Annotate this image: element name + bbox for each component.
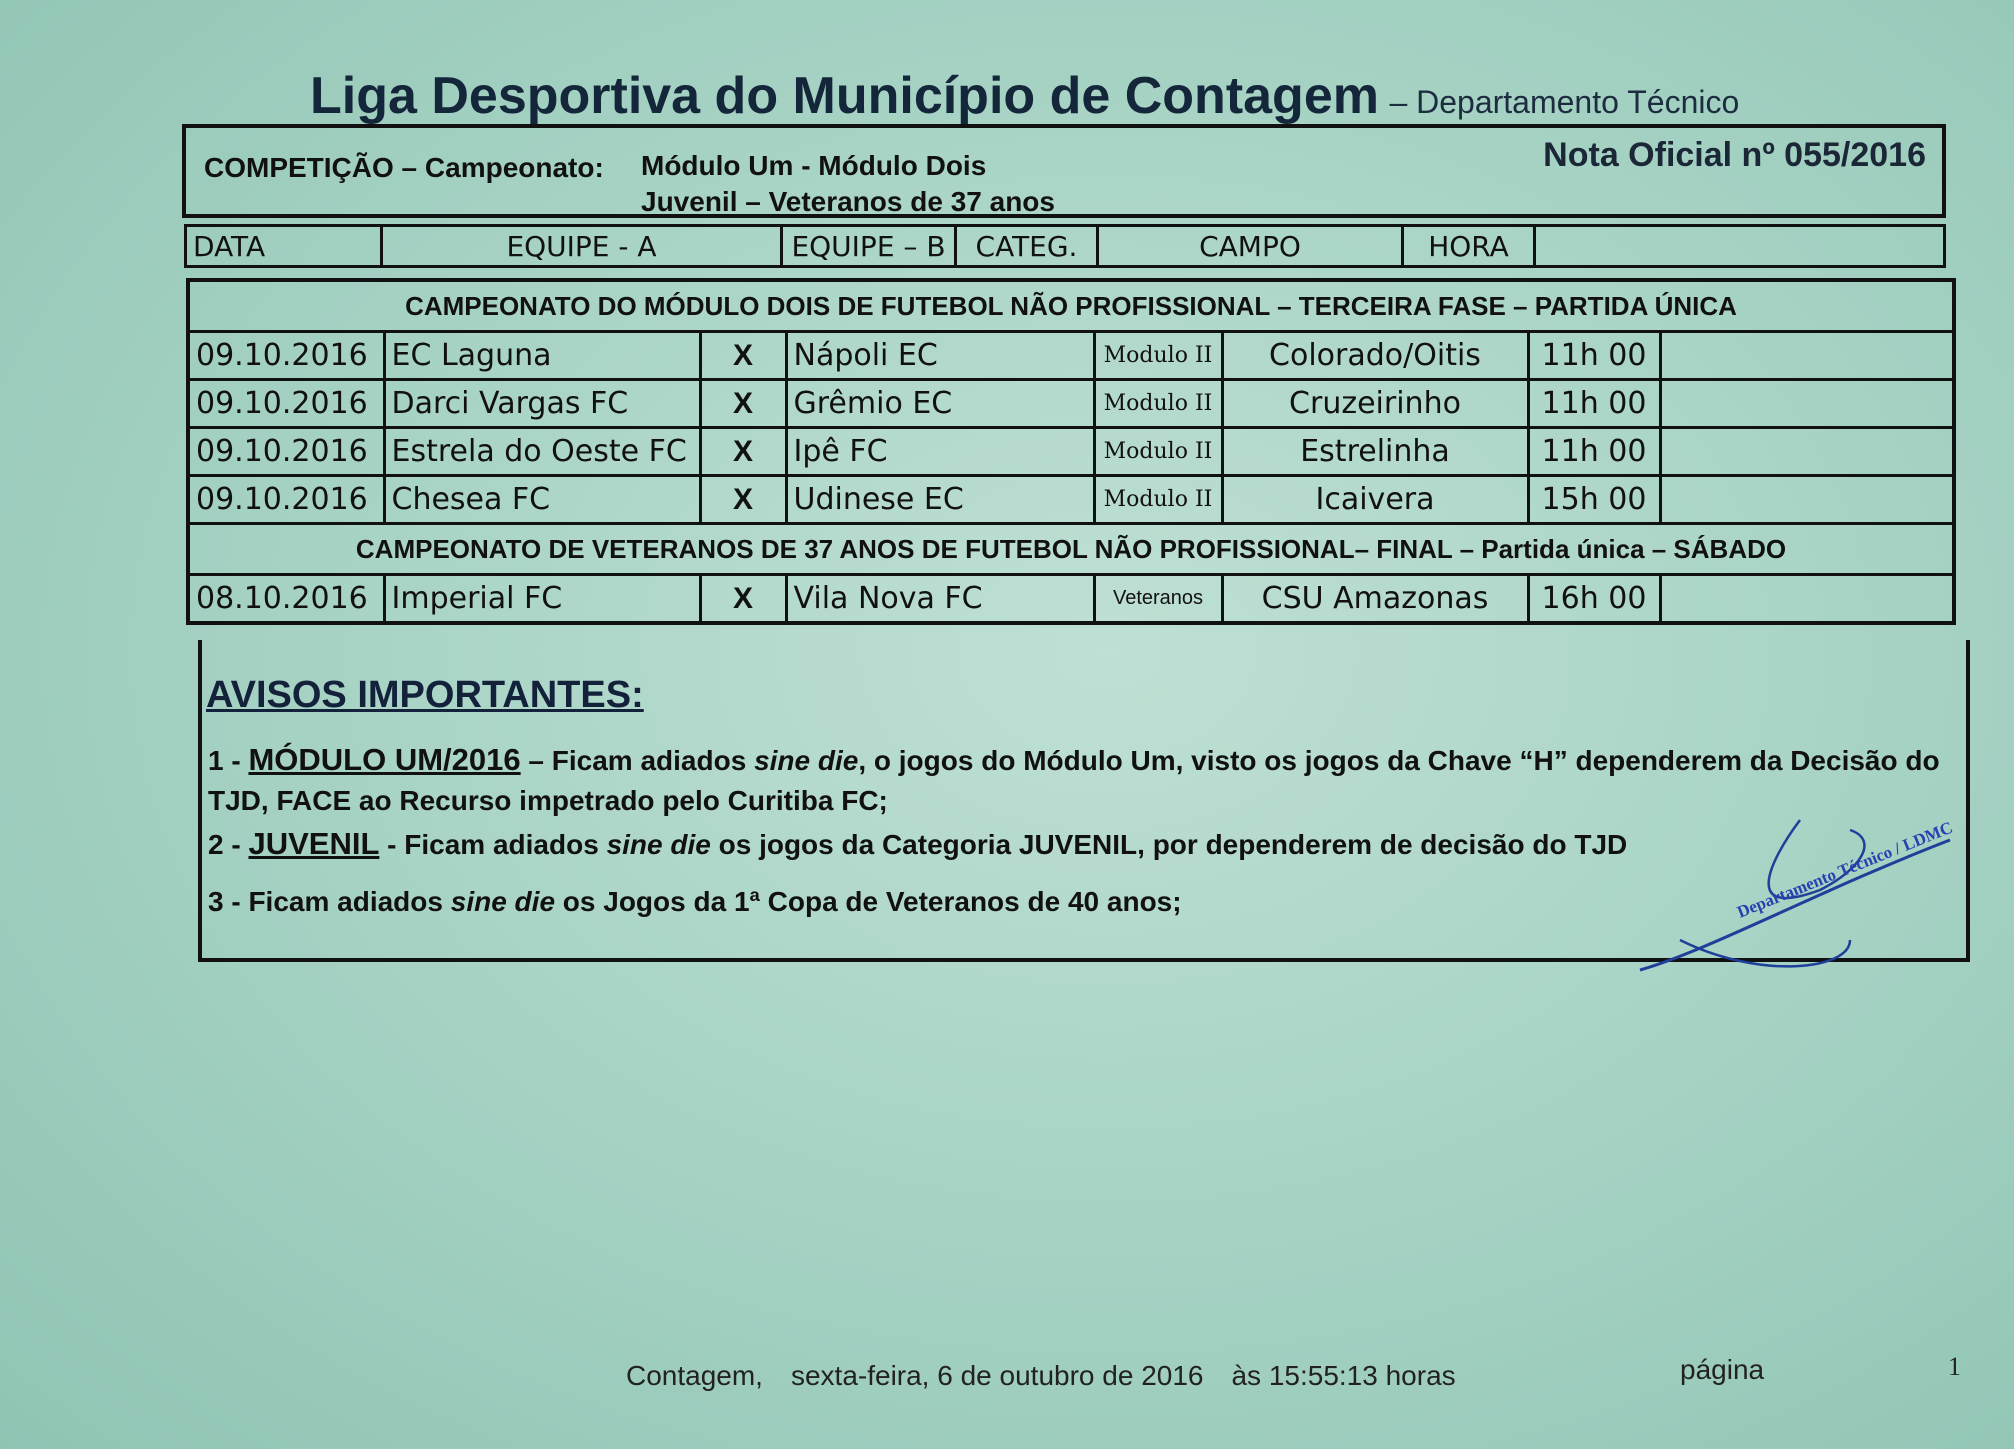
competition-box xyxy=(182,124,1946,218)
table-row xyxy=(188,428,1954,476)
notice-tag: MÓDULO UM/2016 xyxy=(248,742,521,777)
notice-latin-term: sine die xyxy=(754,745,859,776)
team-b: Grêmio EC xyxy=(786,380,1094,428)
team-a: Imperial FC xyxy=(384,575,700,624)
blank-cell xyxy=(1660,332,1954,380)
page-number: 1 xyxy=(1948,1352,1961,1381)
page-footer xyxy=(626,1360,1484,1392)
notice-latin-term: sine die xyxy=(606,829,711,860)
team-b: Ipê FC xyxy=(786,428,1094,476)
footer-city: Contagem, xyxy=(626,1360,763,1391)
versus-mark: X xyxy=(700,428,786,476)
match-field: Icaivera xyxy=(1222,476,1528,524)
team-b: Nápoli EC xyxy=(786,332,1094,380)
column-header-row xyxy=(184,224,1946,268)
stamp-text: Departamento Técnico / LDMC xyxy=(1734,817,1956,922)
competition-line-2: Juvenil – Veteranos de 37 anos xyxy=(641,186,1055,217)
column-header-category: CATEG. xyxy=(956,226,1098,267)
signature-underline xyxy=(1680,940,1850,966)
notice-latin-term: sine die xyxy=(450,886,556,917)
section-title-veteranos: CAMPEONATO DE VETERANOS DE 37 ANOS DE FUTEBOL NÃO PROFISSIONAL– FINAL – Partida única – SÁBADO xyxy=(188,524,1954,575)
match-date: 09.10.2016 xyxy=(188,428,384,476)
table-row xyxy=(188,332,1954,380)
league-title: Liga Desportiva do Município de Contagem xyxy=(310,67,1379,125)
signature-stroke xyxy=(1640,840,1950,970)
match-field: Estrelinha xyxy=(1222,428,1528,476)
notice-text-post: , o jogos do Módulo Um, visto os jogos da Chave “H” dependerem da Decisão do TJD, FACE ao Recurso impetrado pelo Curitiba FC; xyxy=(208,745,1940,816)
team-b: Udinese EC xyxy=(786,476,1094,524)
column-header-field: CAMPO xyxy=(1098,226,1403,267)
match-date: 09.10.2016 xyxy=(188,380,384,428)
match-time: 15h 00 xyxy=(1528,476,1660,524)
team-a: Chesea FC xyxy=(384,476,700,524)
match-field: Cruzeirinho xyxy=(1222,380,1528,428)
match-date: 08.10.2016 xyxy=(188,575,384,624)
blank-cell xyxy=(1660,428,1954,476)
page-label: página xyxy=(1680,1354,1765,1385)
notice-text-post: os jogos da Categoria JUVENIL, por dependerem de decisão do TJD xyxy=(710,829,1628,860)
table-row xyxy=(188,476,1954,524)
footer-date: sexta-feira, 6 de outubro de 2016 xyxy=(790,1360,1204,1391)
table-row xyxy=(188,380,1954,428)
match-time: 11h 00 xyxy=(1528,332,1660,380)
match-category: Modulo II xyxy=(1094,332,1222,380)
notice-text-pre: - Ficam adiados xyxy=(379,829,607,860)
section-title-modulo-dois: CAMPEONATO DO MÓDULO DOIS DE FUTEBOL NÃO PROFISSIONAL – TERCEIRA FASE – PARTIDA ÚNICA xyxy=(188,280,1954,332)
team-a: Estrela do Oeste FC xyxy=(384,428,700,476)
versus-mark: X xyxy=(700,332,786,380)
notice-text-post: os Jogos da 1ª Copa de Veteranos de 40 anos; xyxy=(555,886,1182,917)
team-a: Darci Vargas FC xyxy=(384,380,700,428)
competition-label: COMPETIÇÃO – Campeonato: xyxy=(204,152,604,183)
signature-stamp xyxy=(1620,800,1980,980)
blank-cell xyxy=(1660,575,1954,624)
notice-number: 3 - Ficam adiados xyxy=(208,886,451,917)
match-time: 11h 00 xyxy=(1528,428,1660,476)
versus-mark: X xyxy=(700,575,786,624)
versus-mark: X xyxy=(700,476,786,524)
column-header-team-a: EQUIPE - A xyxy=(382,226,782,267)
notice-number: 1 - xyxy=(208,745,249,776)
match-time: 11h 00 xyxy=(1528,380,1660,428)
match-field: Colorado/Oitis xyxy=(1222,332,1528,380)
notice-text-pre: – Ficam adiados xyxy=(520,745,755,776)
match-category: Modulo II xyxy=(1094,428,1222,476)
document-header xyxy=(310,66,1739,126)
versus-mark: X xyxy=(700,380,786,428)
column-header-date: DATA xyxy=(186,226,382,267)
team-b: Vila Nova FC xyxy=(786,575,1094,624)
department-subtitle: – Departamento Técnico xyxy=(1389,84,1740,120)
match-time: 16h 00 xyxy=(1528,575,1660,624)
match-date: 09.10.2016 xyxy=(188,476,384,524)
footer-time: às 15:55:13 horas xyxy=(1231,1360,1456,1391)
table-row xyxy=(188,575,1954,624)
competition-line-1: Módulo Um - Módulo Dois xyxy=(641,150,987,181)
match-category: Modulo II xyxy=(1094,380,1222,428)
match-schedule-table xyxy=(186,278,1956,625)
team-a: EC Laguna xyxy=(384,332,700,380)
notice-tag: JUVENIL xyxy=(248,826,380,861)
column-header-blank xyxy=(1535,226,1945,267)
match-category: Veteranos xyxy=(1094,575,1222,624)
blank-cell xyxy=(1660,476,1954,524)
column-header-time: HORA xyxy=(1403,226,1535,267)
official-note-number: Nota Oficial nº 055/2016 xyxy=(1543,136,1926,174)
column-header-team-b: EQUIPE – B xyxy=(782,226,956,267)
notices-title: AVISOS IMPORTANTES: xyxy=(206,674,644,716)
match-category: Modulo II xyxy=(1094,476,1222,524)
match-field: CSU Amazonas xyxy=(1222,575,1528,624)
notice-number: 2 - xyxy=(208,829,249,860)
competition-names xyxy=(641,148,1055,220)
match-date: 09.10.2016 xyxy=(188,332,384,380)
blank-cell xyxy=(1660,380,1954,428)
